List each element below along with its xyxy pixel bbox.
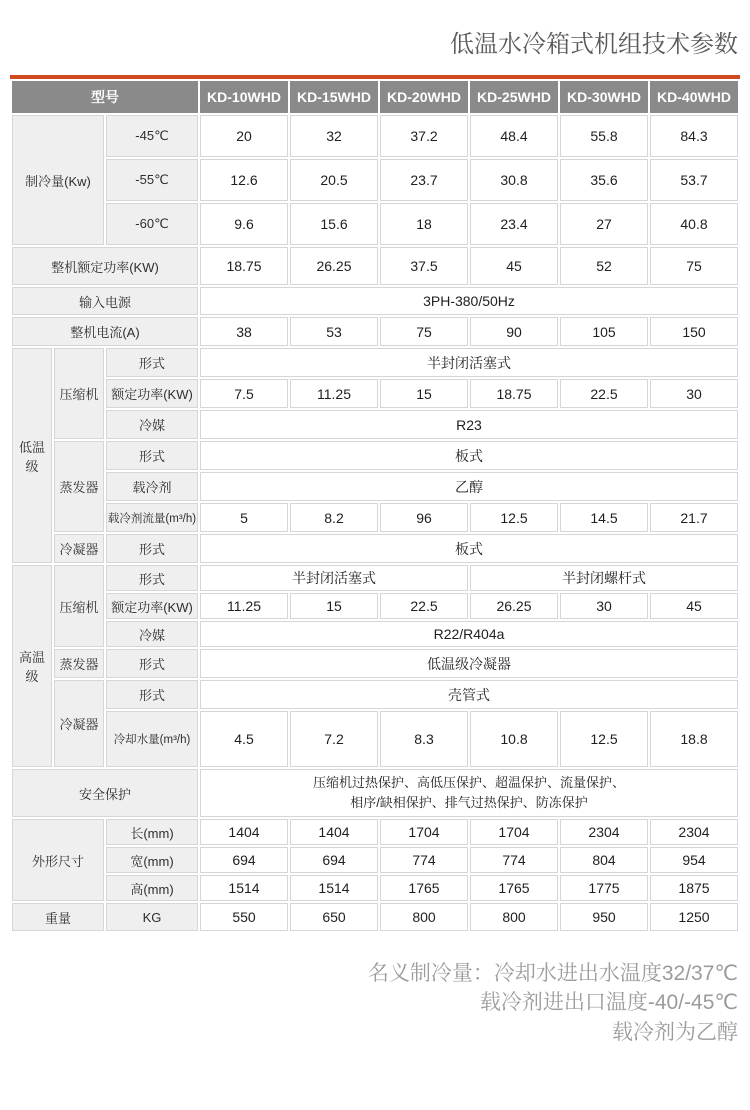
value-cell: 694 [200,847,288,873]
value-cell: 30.8 [470,159,558,201]
value-cell: 1875 [650,875,738,901]
form-value: 壳管式 [200,680,738,709]
value-cell: 1704 [380,819,468,845]
value-cell: 75 [380,317,468,346]
value-cell: 18.75 [470,379,558,408]
form-label: 形式 [106,680,198,709]
value-cell: 53.7 [650,159,738,201]
dim-label: 长(mm) [106,819,198,845]
temp-label: -45℃ [106,115,198,157]
footer-notes [10,959,740,1047]
footer-note-line: 载冷剂进出口温度-40/-45℃ [479,991,738,1015]
model-label-cell: 型号 [12,81,198,113]
value-cell: 9.6 [200,203,288,245]
value-cell: 12.5 [470,503,558,532]
high-stage-row [12,649,738,678]
form-value: 半封闭活塞式 [200,348,738,377]
value-cell: 7.5 [200,379,288,408]
value-cell: 1404 [200,819,288,845]
value-cell: 45 [470,247,558,285]
safety-value [200,769,738,817]
form-value-right: 半封闭螺杆式 [470,565,738,591]
value-cell: 15 [380,379,468,408]
value-cell: 14.5 [560,503,648,532]
rated-power-label: 额定功率(KW) [106,593,198,619]
weight-unit-label: KG [106,903,198,931]
model-header-cell: KD-15WHD [290,81,378,113]
stage-label-low: 低温级 [12,348,52,563]
value-cell: 954 [650,847,738,873]
cooling-water-label: 冷却水量(m³/h) [106,711,198,767]
model-header-cell: KD-20WHD [380,81,468,113]
low-stage-row [12,534,738,563]
form-label: 形式 [106,348,198,377]
value-cell: 950 [560,903,648,931]
page-title: 低温水冷箱式机组技术参数 [450,31,738,58]
power-supply-row [12,287,738,315]
value-cell: 40.8 [650,203,738,245]
value-cell: 35.6 [560,159,648,201]
cooling-row [12,159,738,201]
high-stage-row [12,621,738,647]
refrigerant-value: R22/R404a [200,621,738,647]
value-cell: 1514 [290,875,378,901]
value-cell: 11.25 [290,379,378,408]
form-value: 板式 [200,441,738,470]
value-cell: 800 [470,903,558,931]
value-cell: 1250 [650,903,738,931]
dim-label: 高(mm) [106,875,198,901]
value-cell: 21.7 [650,503,738,532]
value-cell: 53 [290,317,378,346]
value-cell: 48.4 [470,115,558,157]
dim-label: 宽(mm) [106,847,198,873]
value-cell: 11.25 [200,593,288,619]
form-label: 形式 [106,441,198,470]
model-header-cell: KD-10WHD [200,81,288,113]
temp-label: -60℃ [106,203,198,245]
value-cell: 694 [290,847,378,873]
value-cell: 650 [290,903,378,931]
low-stage-row [12,503,738,532]
low-stage-row [12,410,738,439]
safety-row [12,769,738,817]
value-cell: 774 [380,847,468,873]
refrigerant-label: 冷媒 [106,410,198,439]
current-row [12,317,738,346]
header-row [12,81,738,113]
value-cell: 1704 [470,819,558,845]
value-cell: 22.5 [560,379,648,408]
footer-note-line: 载冷剂为乙醇 [612,1020,738,1044]
value-cell: 32 [290,115,378,157]
evaporator-label: 蒸发器 [54,649,104,678]
dimensions-label: 外形尺寸 [12,819,104,901]
spec-table [10,79,740,933]
value-cell: 550 [200,903,288,931]
value-cell: 37.2 [380,115,468,157]
value-cell: 27 [560,203,648,245]
power-supply-value: 3PH-380/50Hz [200,287,738,315]
form-label: 形式 [106,534,198,563]
value-cell: 1775 [560,875,648,901]
model-header-cell: KD-30WHD [560,81,648,113]
value-cell: 8.3 [380,711,468,767]
evaporator-label: 蒸发器 [54,441,104,532]
page [0,24,750,1047]
cooling-capacity-label: 制冷量(Kw) [12,115,104,245]
value-cell: 96 [380,503,468,532]
value-cell: 12.5 [560,711,648,767]
footer-note-line: 名义制冷量：冷却水进出水温度32/37℃ [367,962,738,985]
dimension-row [12,875,738,901]
form-value: 低温级冷凝器 [200,649,738,678]
weight-row [12,903,738,931]
value-cell: 8.2 [290,503,378,532]
high-stage-row [12,711,738,767]
value-cell: 20 [200,115,288,157]
low-stage-row [12,379,738,408]
weight-label: 重量 [12,903,104,931]
model-header-cell: KD-40WHD [650,81,738,113]
value-cell: 38 [200,317,288,346]
value-cell: 1765 [470,875,558,901]
condenser-label: 冷凝器 [54,534,104,563]
form-value-left: 半封闭活塞式 [200,565,468,591]
form-label: 形式 [106,649,198,678]
value-cell: 800 [380,903,468,931]
safety-line-1: 压缩机过热保护、高低压保护、超温保护、流量保护、 [312,774,625,790]
coolant-label: 载冷剂 [106,472,198,501]
value-cell: 20.5 [290,159,378,201]
coolant-value: 乙醇 [200,472,738,501]
safety-label: 安全保护 [12,769,198,817]
value-cell: 90 [470,317,558,346]
compressor-label: 压缩机 [54,565,104,647]
value-cell: 105 [560,317,648,346]
value-cell: 45 [650,593,738,619]
value-cell: 1514 [200,875,288,901]
rated-power-label: 额定功率(KW) [106,379,198,408]
value-cell: 10.8 [470,711,558,767]
value-cell: 75 [650,247,738,285]
value-cell: 23.4 [470,203,558,245]
cooling-row [12,115,738,157]
low-stage-row [12,472,738,501]
value-cell: 30 [560,593,648,619]
value-cell: 15.6 [290,203,378,245]
value-cell: 18.75 [200,247,288,285]
value-cell: 2304 [650,819,738,845]
power-supply-label: 输入电源 [12,287,198,315]
value-cell: 52 [560,247,648,285]
value-cell: 15 [290,593,378,619]
form-label: 形式 [106,565,198,591]
dimension-row [12,847,738,873]
value-cell: 26.25 [290,247,378,285]
high-stage-row [12,593,738,619]
value-cell: 4.5 [200,711,288,767]
compressor-label: 压缩机 [54,348,104,439]
value-cell: 18 [380,203,468,245]
safety-line-2: 相序/缺相保护、排气过热保护、防冻保护 [350,795,588,810]
model-header-cell: KD-25WHD [470,81,558,113]
value-cell: 22.5 [380,593,468,619]
value-cell: 5 [200,503,288,532]
value-cell: 1404 [290,819,378,845]
dimension-row [12,819,738,845]
rated-power-label: 整机额定功率(KW) [12,247,198,285]
high-stage-row [12,680,738,709]
cooling-row [12,203,738,245]
low-stage-row [12,441,738,470]
value-cell: 7.2 [290,711,378,767]
condenser-label: 冷凝器 [54,680,104,767]
high-stage-row [12,565,738,591]
value-cell: 84.3 [650,115,738,157]
stage-label-high: 高温级 [12,565,52,767]
value-cell: 37.5 [380,247,468,285]
low-stage-row [12,348,738,377]
value-cell: 26.25 [470,593,558,619]
form-value: 板式 [200,534,738,563]
value-cell: 774 [470,847,558,873]
coolant-flow-label: 载冷剂流量(m³/h) [106,503,198,532]
rated-power-row [12,247,738,285]
value-cell: 18.8 [650,711,738,767]
temp-label: -55℃ [106,159,198,201]
value-cell: 30 [650,379,738,408]
refrigerant-label: 冷媒 [106,621,198,647]
value-cell: 55.8 [560,115,648,157]
value-cell: 23.7 [380,159,468,201]
value-cell: 12.6 [200,159,288,201]
refrigerant-value: R23 [200,410,738,439]
value-cell: 2304 [560,819,648,845]
value-cell: 150 [650,317,738,346]
current-label: 整机电流(A) [12,317,198,346]
value-cell: 1765 [380,875,468,901]
value-cell: 804 [560,847,648,873]
